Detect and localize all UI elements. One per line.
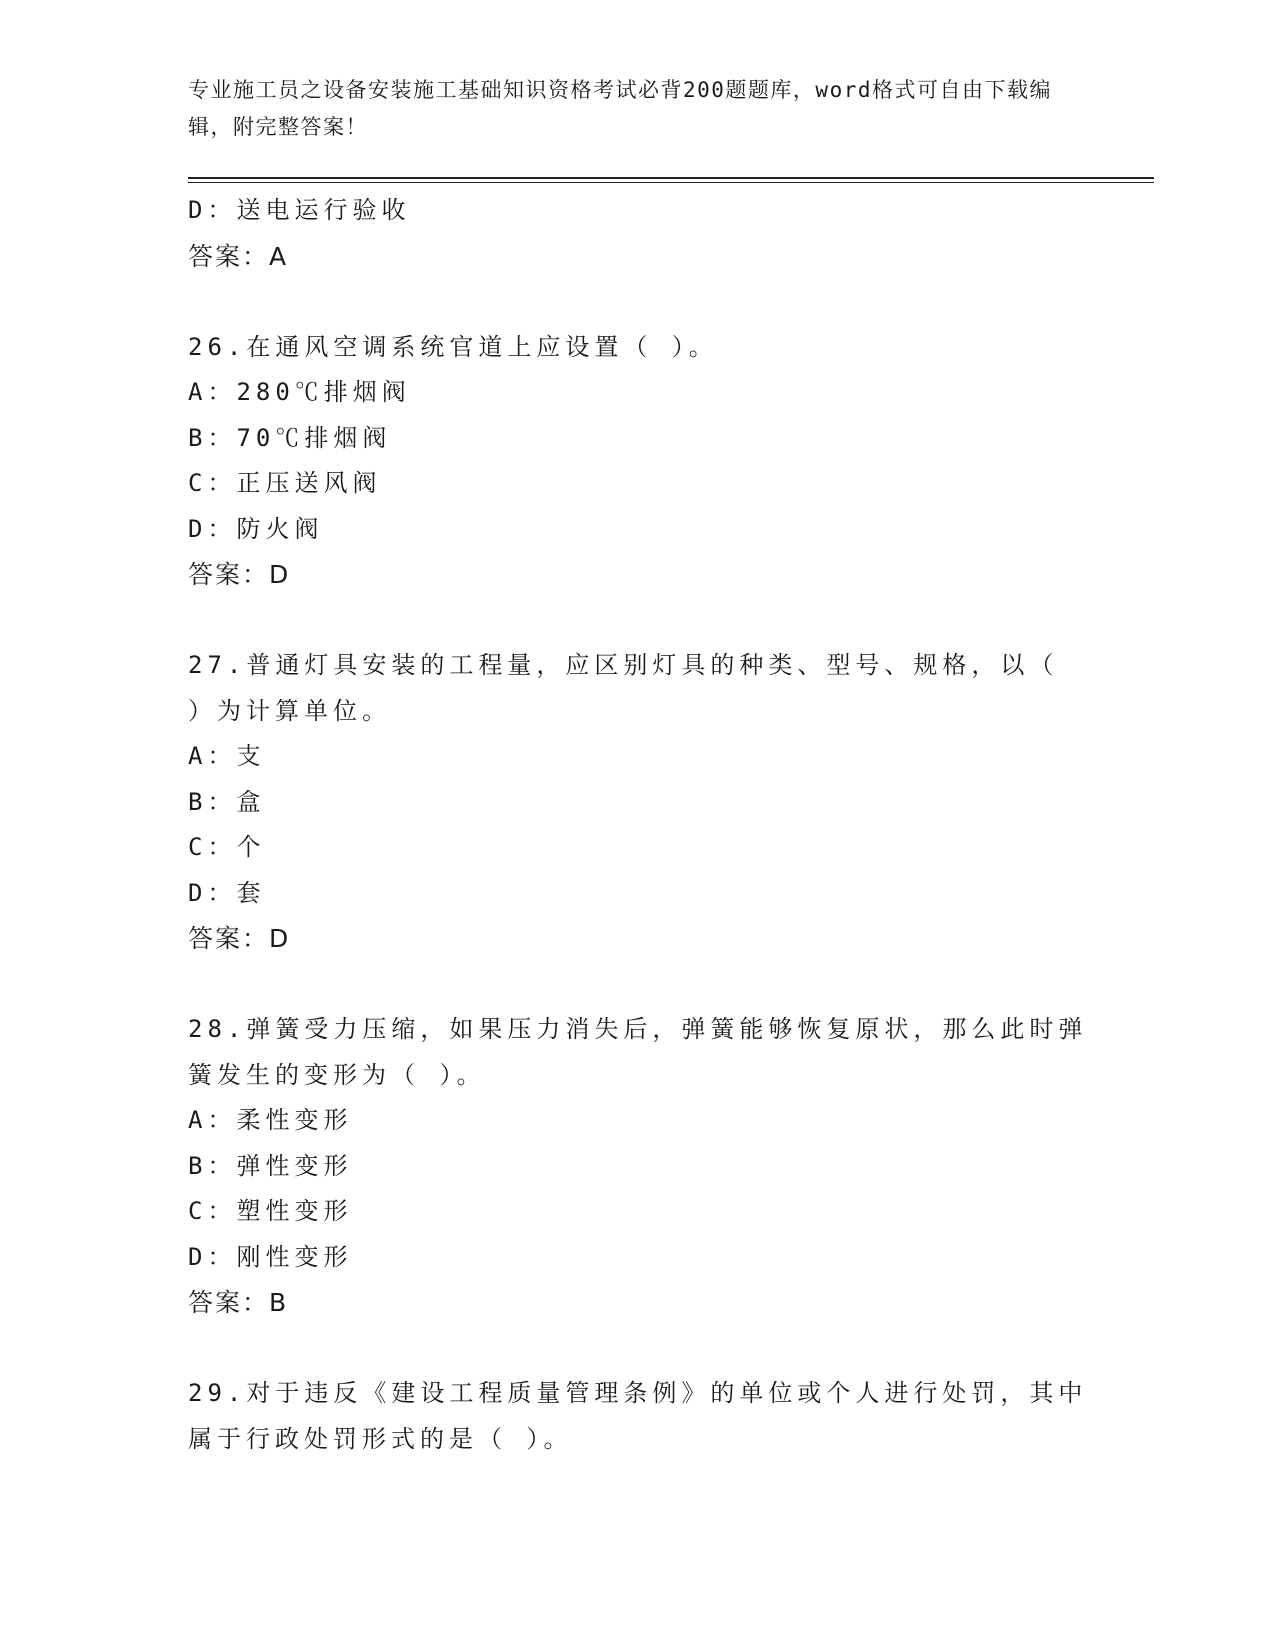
answer-line: 答案：A — [188, 241, 289, 271]
question-content — [188, 188, 1088, 1462]
question-stem-continued: 簧发生的变形为（ ）。 — [188, 1060, 486, 1089]
option-a: A：支 — [188, 742, 266, 770]
question-stem-continued: 属于行政处罚形式的是（ ）。 — [188, 1424, 573, 1453]
question-27 — [188, 643, 1088, 962]
option-b: B：70℃排烟阀 — [188, 423, 392, 452]
question-stem-continued: ）为计算单位。 — [188, 696, 391, 725]
option-c: C：塑性变形 — [188, 1197, 353, 1225]
header-divider-thin — [188, 182, 1154, 183]
option-a: A：280℃排烟阀 — [188, 378, 411, 406]
header-divider-thick — [188, 177, 1154, 179]
option-a: A：柔性变形 — [188, 1106, 353, 1134]
answer-line: 答案：B — [188, 1288, 289, 1317]
question-28 — [188, 1007, 1088, 1326]
question-stem: 26.在通风空调系统官道上应设置（ ）。 — [188, 332, 718, 361]
question-stem: 27.普通灯具安装的工程量，应区别灯具的种类、型号、规格，以（ — [188, 651, 1059, 679]
question-stem: 29.对于违反《建设工程质量管理条例》的单位或个人进行处罚，其中 — [188, 1379, 1088, 1407]
option-d: D：送电运行验收 — [188, 196, 411, 224]
option-b: B：盒 — [188, 787, 266, 816]
question-29 — [188, 1371, 1088, 1462]
answer-line: 答案：D — [188, 560, 291, 589]
option-d: D：套 — [188, 878, 266, 907]
spacer — [188, 962, 1088, 1008]
spacer — [188, 598, 1088, 644]
option-c: C：个 — [188, 833, 266, 861]
question-26 — [188, 325, 1088, 598]
page-header-title: 专业施工员之设备安装施工基础知识资格考试必背200题题库，word格式可自由下载编辑，附完整答案！ — [188, 78, 1052, 139]
spacer — [188, 279, 1088, 325]
question-stem: 28.弹簧受力压缩，如果压力消失后，弹簧能够恢复原状，那么此时弹 — [188, 1015, 1088, 1043]
answer-line: 答案：D — [188, 924, 291, 953]
spacer — [188, 1326, 1088, 1372]
option-b: B：弹性变形 — [188, 1151, 353, 1180]
option-c: C：正压送风阀 — [188, 469, 382, 497]
option-d: D：防火阀 — [188, 514, 324, 543]
option-d: D：刚性变形 — [188, 1242, 353, 1271]
